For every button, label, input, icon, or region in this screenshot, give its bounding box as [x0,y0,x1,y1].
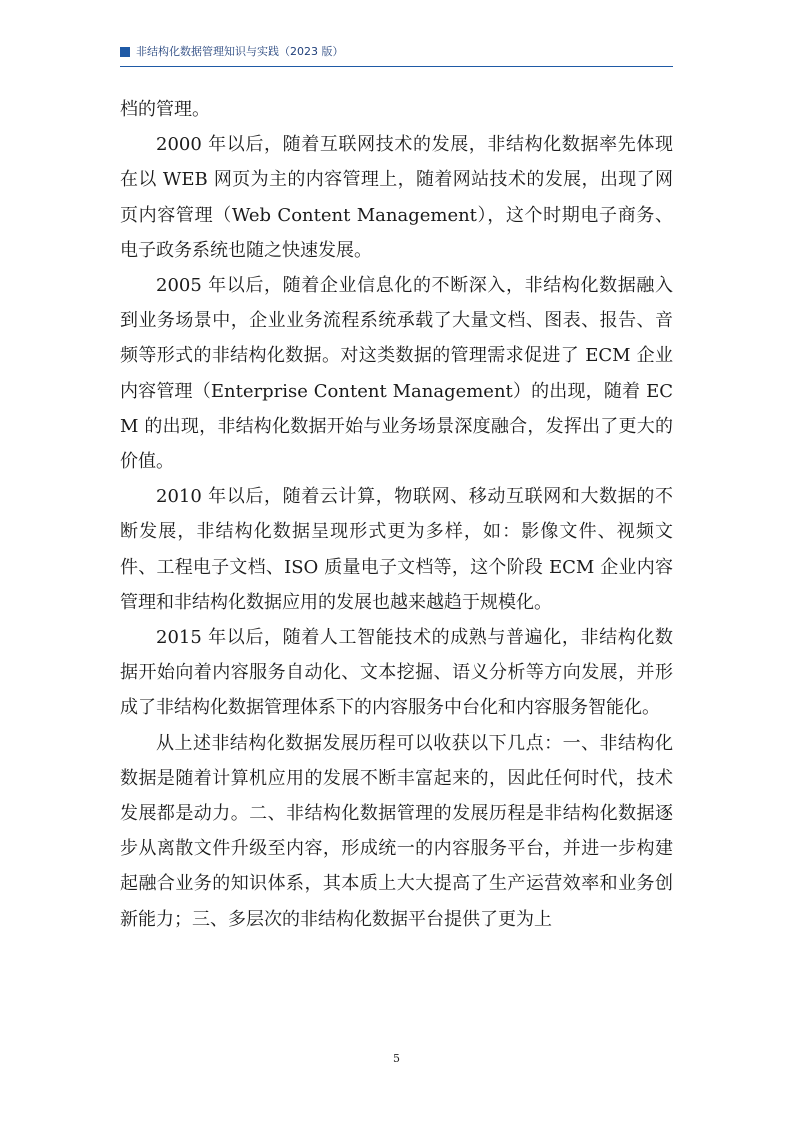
header-square-icon [120,47,130,57]
paragraph-2005: 2005 年以后，随着企业信息化的不断深入，非结构化数据融入到业务场景中，企业业务流程系统承载了大量文档、图表、报告、音频等形式的非结构化数据。对这类数据的管理需求促进了 ECM 企业内容管理（Enterprise Content Management）的出现，随着 ECM 的出现，非结构化数据开始与业务场景深度融合，发挥出了更大的价值。 [120,275,673,473]
page-number: 5 [393,1052,400,1065]
paragraph-2010: 2010 年以后，随着云计算，物联网、移动互联网和大数据的不断发展，非结构化数据呈现形式更为多样，如：影像文件、视频文件、工程电子文档、ISO 质量电子文档等，这个阶段 ECM 企业内容管理和非结构化数据应用的发展也越来越趋于规模化。 [120,486,673,613]
paragraph-2000: 2000 年以后，随着互联网技术的发展，非结构化数据率先体现在以 WEB 网页为主的内容管理上，随着网站技术的发展，出现了网页内容管理（Web Content Management），这个时期电子商务、电子政务系统也随之快速发展。 [120,134,673,261]
body-text [120,92,673,937]
header-title: 非结构化数据管理知识与实践（2023 版） [136,45,344,58]
paragraph-continuation: 档的管理。 [120,99,210,120]
paragraph-2015: 2015 年以后，随着人工智能技术的成熟与普遍化，非结构化数据开始向着内容服务自动化、文本挖掘、语义分析等方向发展，并形成了非结构化数据管理体系下的内容服务中台化和内容服务智能化。 [120,627,673,719]
running-header [120,44,673,67]
paragraph-summary: 从上述非结构化数据发展历程可以收获以下几点：一、非结构化数据是随着计算机应用的发展不断丰富起来的，因此任何时代，技术发展都是动力。二、非结构化数据管理的发展历程是非结构化数据逐步从离散文件升级至内容，形成统一的内容服务平台，并进一步构建起融合业务的知识体系，其本质上大大提高了生产运营效率和业务创新能力；三、多层次的非结构化数据平台提供了更为上 [120,732,673,930]
